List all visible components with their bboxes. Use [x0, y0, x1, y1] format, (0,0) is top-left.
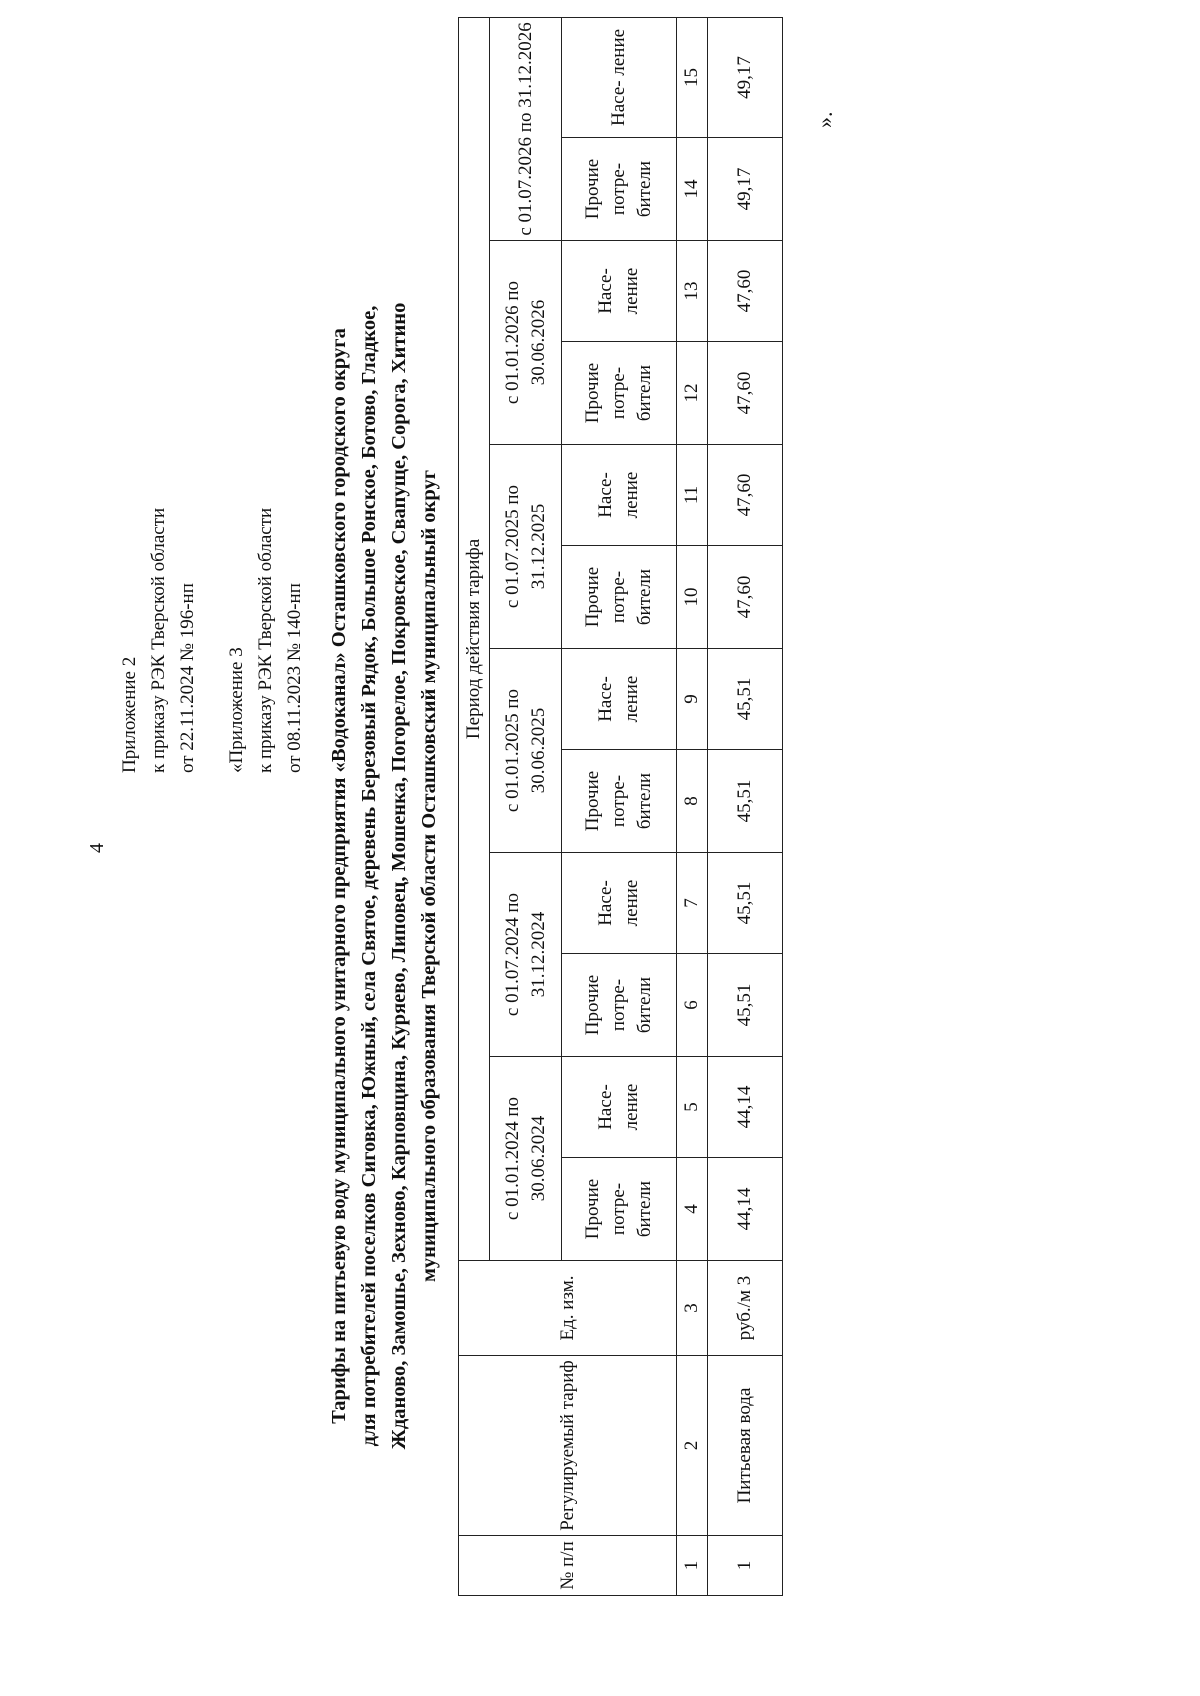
consumer-other: Прочие потре- бители [562, 750, 677, 853]
row-num: 1 [708, 1536, 783, 1596]
consumer-other: Прочие потре- бители [562, 954, 677, 1057]
consumer-population: Насе- ление [562, 649, 677, 750]
column-number: 13 [677, 241, 708, 342]
row-tariff-name: Питьевая вода [708, 1356, 783, 1536]
consumer-population: Насе- ление [562, 445, 677, 546]
table-row [708, 17, 783, 1595]
column-number-row [677, 17, 708, 1595]
tariff-value: 44,14 [708, 1158, 783, 1261]
consumer-other: Прочие потре- бители [562, 138, 677, 241]
tariff-value: 45,51 [708, 649, 783, 750]
annex-current-header [115, 508, 202, 773]
tariff-value: 45,51 [708, 750, 783, 853]
column-number: 1 [677, 1536, 708, 1596]
period-label: с 01.01.2025 по 30.06.2025 [490, 649, 562, 853]
column-number: 15 [677, 17, 708, 137]
closing-quote: ». [812, 111, 837, 128]
annex-previous-line: «Приложение 3 [226, 647, 247, 773]
column-number: 3 [677, 1261, 708, 1356]
tariff-value: 45,51 [708, 954, 783, 1057]
column-number: 12 [677, 342, 708, 445]
tariff-value: 45,51 [708, 853, 783, 954]
column-number: 2 [677, 1356, 708, 1536]
consumer-other: Прочие потре- бители [562, 546, 677, 649]
period-label: с 01.01.2024 по 30.06.2024 [490, 1057, 562, 1261]
tariff-value: 47,60 [708, 445, 783, 546]
column-number: 6 [677, 954, 708, 1057]
column-number: 8 [677, 750, 708, 853]
tariff-value: 49,17 [708, 17, 783, 137]
row-unit: руб./м 3 [708, 1261, 783, 1356]
annex-previous-line: к приказу РЭК Тверской области [255, 507, 276, 773]
period-label: с 01.01.2026 по 30.06.2026 [490, 241, 562, 445]
column-number: 9 [677, 649, 708, 750]
header-row-period [459, 17, 490, 1595]
title-line: Жданово, Замошье, Зехново, Карповщина, Куряево, Липовец, Мошенка, Погорелое, Покровское, Свапуще, Сорога, Хитино [388, 302, 410, 1450]
title-line: для потребителей поселков Сиговка, Южный, села Святое, деревень Березовый Рядок, Большое Ронское, Ботово, Гладкое, [358, 305, 380, 1447]
column-number: 5 [677, 1057, 708, 1158]
period-label: с 01.07.2025 по 31.12.2025 [490, 445, 562, 649]
period-label: с 01.07.2024 по 31.12.2024 [490, 853, 562, 1057]
annex-current-line: Приложение 2 [119, 656, 140, 773]
period-label: с 01.07.2026 по 31.12.2026 [490, 17, 562, 240]
annex-current-line: от 22.11.2024 № 196-нп [177, 583, 198, 773]
column-number: 10 [677, 546, 708, 649]
column-number: 11 [677, 445, 708, 546]
tariff-value: 47,60 [708, 546, 783, 649]
annex-previous-header [222, 508, 309, 773]
consumer-other: Прочие потре- бители [562, 342, 677, 445]
tariff-value: 49,17 [708, 138, 783, 241]
header-period: Период действия тарифа [459, 17, 490, 1260]
annex-current-line: к приказу РЭК Тверской области [148, 507, 169, 773]
document-title [324, 151, 444, 1601]
tariff-value: 47,60 [708, 241, 783, 342]
column-number: 7 [677, 853, 708, 954]
title-line: Тарифы на питьевую воду муниципального унитарного предприятия «Водоканал» Осташковского городского округа [328, 328, 350, 1424]
consumer-population: Насе- ление [562, 853, 677, 954]
tariff-value: 47,60 [708, 342, 783, 445]
consumer-population: Насе- ление [562, 241, 677, 342]
column-number: 4 [677, 1158, 708, 1261]
title-line: муниципального образования Тверской области Осташковский муниципальный округ [418, 469, 440, 1283]
header-num: № п/п [459, 1536, 677, 1596]
consumer-other: Прочие потре- бители [562, 1158, 677, 1261]
header-tariff: Регулируемый тариф [459, 1356, 677, 1536]
header-unit: Ед. изм. [459, 1261, 677, 1356]
page-number: 4 [86, 843, 108, 853]
column-number: 14 [677, 138, 708, 241]
annex-previous-line: от 08.11.2023 № 140-нп [284, 583, 305, 773]
tariff-table [458, 17, 783, 1596]
tariff-value: 44,14 [708, 1057, 783, 1158]
consumer-population: Насе- ление [562, 17, 677, 137]
consumer-population: Насе- ление [562, 1057, 677, 1158]
